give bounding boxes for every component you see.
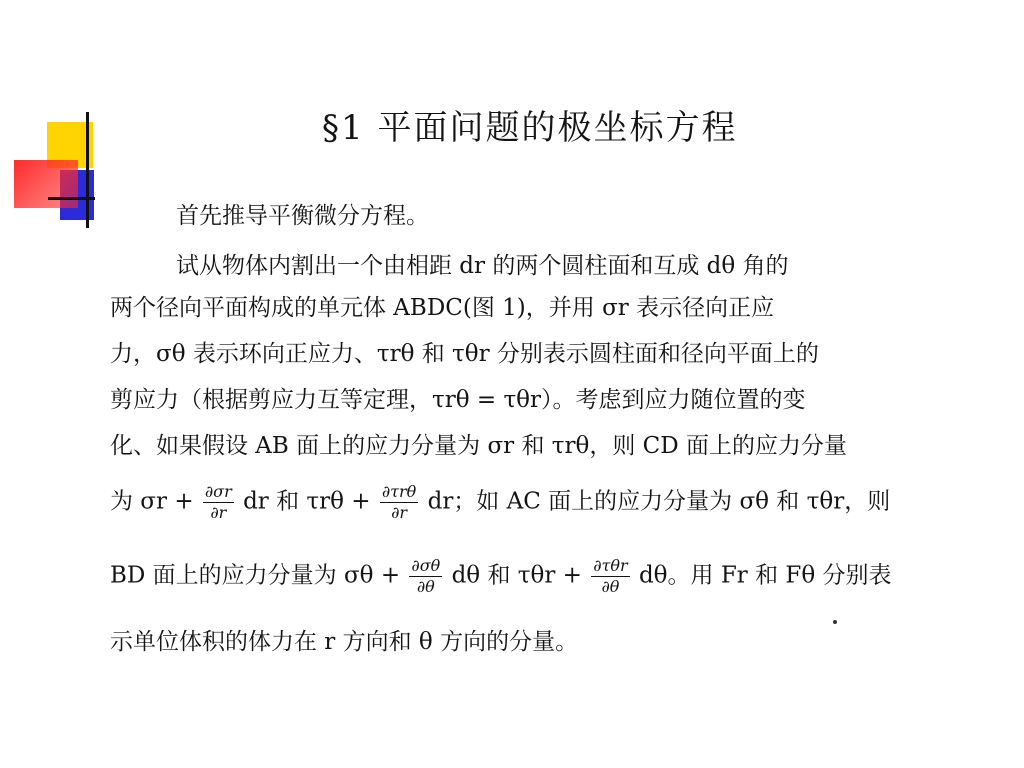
- fraction-denominator: ∂r: [391, 503, 408, 522]
- text-line-7: [110, 482, 890, 523]
- stray-dot: [833, 620, 837, 624]
- fraction-d-sigma-theta: [409, 556, 442, 597]
- fraction-numerator: ∂τθr: [593, 556, 628, 575]
- fraction-d-tau-theta-r: [591, 556, 629, 597]
- decor-vertical-line: [86, 112, 89, 228]
- decor-red-square: [14, 160, 78, 208]
- text-line-8-part-c: dθ。用 Fr 和 Fθ 分别表: [638, 562, 892, 589]
- text-line-7-part-b: dr 和 τrθ +: [243, 488, 371, 515]
- text-line-2: 试从物体内割出一个由相距 dr 的两个圆柱面和互成 dθ 角的: [176, 253, 789, 279]
- text-line-8-part-a: BD 面上的应力分量为 σθ +: [110, 562, 401, 589]
- text-line-5: 剪应力（根据剪应力互等定理，τrθ = τθr）。考虑到应力随位置的变: [110, 387, 806, 413]
- fraction-denominator: ∂r: [210, 503, 227, 522]
- fraction-denominator: ∂θ: [416, 577, 435, 596]
- fraction-denominator: ∂θ: [601, 577, 620, 596]
- text-line-8: [110, 556, 892, 597]
- text-line-7-part-a: 为 σr +: [110, 488, 194, 515]
- section-title: §1 平面问题的极坐标方程: [322, 108, 738, 148]
- fraction-numerator: ∂σr: [204, 482, 232, 501]
- decor-horizontal-line: [48, 197, 95, 200]
- fraction-d-tau-r-theta: [380, 482, 418, 523]
- text-line-4: 力，σθ 表示环向正应力、τrθ 和 τθr 分别表示圆柱面和径向平面上的: [110, 341, 819, 367]
- fraction-d-sigma-r: [203, 482, 234, 523]
- text-line-1: 首先推导平衡微分方程。: [176, 203, 429, 229]
- text-line-8-part-b: dθ 和 τθr +: [451, 562, 582, 589]
- text-line-7-part-c: dr；如 AC 面上的应力分量为 σθ 和 τθr，则: [427, 488, 891, 515]
- fraction-numerator: ∂τrθ: [381, 482, 417, 501]
- text-line-3: 两个径向平面构成的单元体 ABDC(图 1)，并用 σr 表示径向正应: [110, 295, 775, 321]
- fraction-numerator: ∂σθ: [411, 556, 441, 575]
- text-line-9: 示单位体积的体力在 r 方向和 θ 方向的分量。: [110, 629, 579, 655]
- text-line-6: 化、如果假设 AB 面上的应力分量为 σr 和 τrθ，则 CD 面上的应力分量: [110, 433, 847, 459]
